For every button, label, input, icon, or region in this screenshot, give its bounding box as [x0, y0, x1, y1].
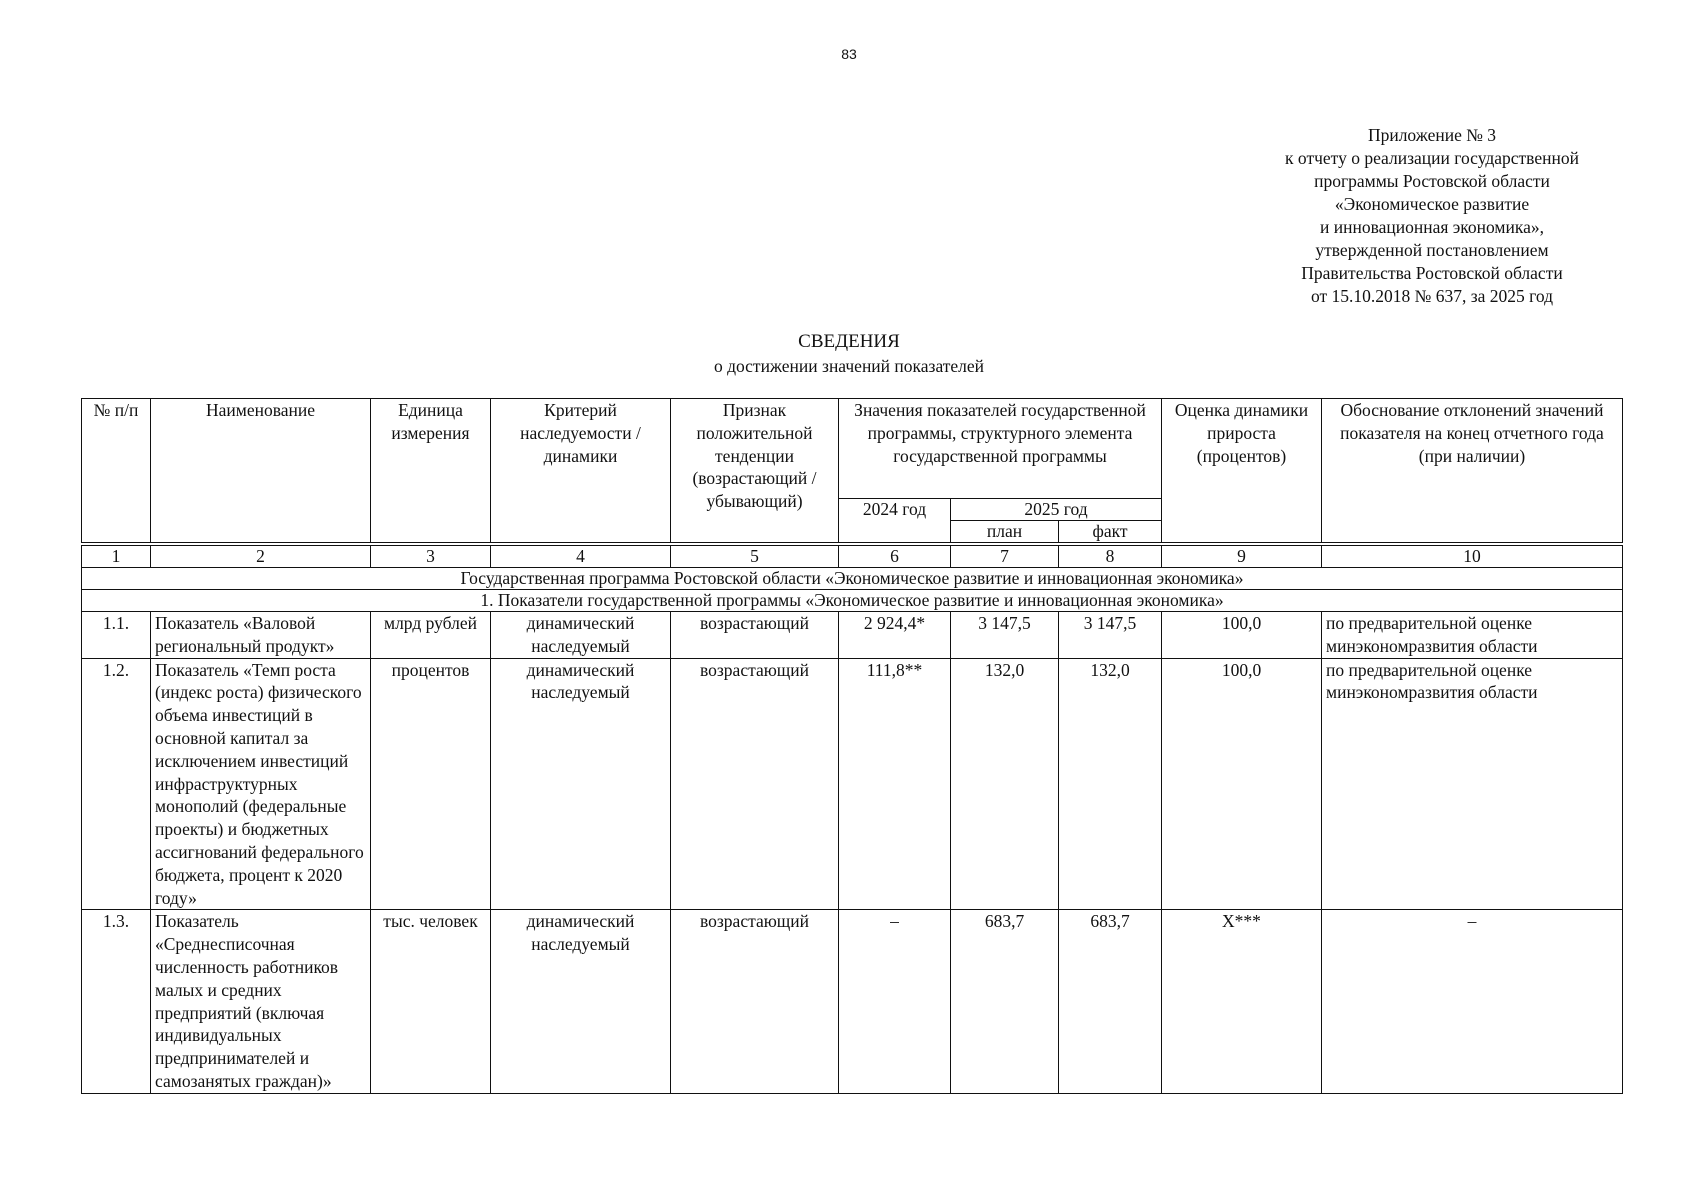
cell-plan: 132,0 [951, 658, 1059, 910]
column-numbers-row [82, 544, 1623, 568]
appendix-line: утвержденной постановлением [1315, 240, 1549, 260]
appendix-line: от 15.10.2018 № 637, за 2025 год [1310, 286, 1554, 306]
cell-growth: 100,0 [1162, 612, 1322, 659]
appendix-line: программы Ростовской области [1314, 171, 1550, 191]
table-row [82, 910, 1623, 1093]
header-unit: Единица измерения [371, 399, 491, 545]
cell-unit: процентов [371, 658, 491, 910]
column-number: 6 [839, 544, 951, 568]
document-title: СВЕДЕНИЯ [798, 331, 900, 352]
column-number: 1 [82, 544, 151, 568]
cell-trend: возрастающий [671, 658, 839, 910]
cell-value-2024: 2 924,4* [839, 612, 951, 659]
appendix-line: «Экономическое развитие [1334, 194, 1530, 214]
cell-criterion: динамический наследуемый [491, 910, 671, 1093]
cell-justification: по предварительной оценке минэкономразвития области [1322, 658, 1623, 910]
appendix-block [1262, 124, 1602, 308]
header-plan: план [951, 521, 1059, 545]
appendix-line: к отчету о реализации государственной [1285, 148, 1579, 168]
appendix-line: Правительства Ростовской области [1301, 263, 1563, 283]
cell-justification: по предварительной оценке минэкономразвития области [1322, 612, 1623, 659]
header-growth: Оценка динамики прироста (процентов) [1162, 399, 1322, 545]
header-values: Значения показателей государственной программы, структурного элемента государственной программы [839, 399, 1162, 499]
table-row [82, 612, 1623, 659]
header-justification: Обоснование отклонений значений показателя на конец отчетного года (при наличии) [1322, 399, 1623, 545]
cell-name: Показатель «Валовой региональный продукт» [151, 612, 371, 659]
column-number: 10 [1322, 544, 1623, 568]
section-indicators-title: 1. Показатели государственной программы «Экономическое развитие и инновационная экономика» [82, 590, 1623, 612]
header-name: Наименование [151, 399, 371, 545]
cell-num: 1.2. [82, 658, 151, 910]
cell-fact: 3 147,5 [1059, 612, 1162, 659]
cell-value-2024: – [839, 910, 951, 1093]
cell-num: 1.3. [82, 910, 151, 1093]
cell-name: Показатель «Темп роста (индекс роста) физического объема инвестиций в основной капитал за исключением инвестиций инфраструктурных монополий (федеральные проекты) и бюджетных ассигнований федерального бюджета, процент к 2020 году» [151, 658, 371, 910]
cell-plan: 3 147,5 [951, 612, 1059, 659]
cell-unit: млрд рублей [371, 612, 491, 659]
header-criterion: Критерий наследуемости / динамики [491, 399, 671, 545]
header-year-2024: 2024 год [839, 499, 951, 545]
page-number: 83 [841, 46, 857, 62]
table-row [82, 658, 1623, 910]
cell-unit: тыс. человек [371, 910, 491, 1093]
cell-growth: 100,0 [1162, 658, 1322, 910]
cell-plan: 683,7 [951, 910, 1059, 1093]
header-fact: факт [1059, 521, 1162, 545]
cell-trend: возрастающий [671, 612, 839, 659]
column-number: 4 [491, 544, 671, 568]
header-year-2025: 2025 год [951, 499, 1162, 521]
header-num: № п/п [82, 399, 151, 545]
cell-fact: 132,0 [1059, 658, 1162, 910]
section-program-title: Государственная программа Ростовской области «Экономическое развитие и инновационная экономика» [82, 568, 1623, 590]
cell-num: 1.1. [82, 612, 151, 659]
indicators-table [81, 398, 1623, 1094]
cell-criterion: динамический наследуемый [491, 612, 671, 659]
column-number: 7 [951, 544, 1059, 568]
document-subtitle: о достижении значений показателей [713, 356, 985, 376]
column-number: 5 [671, 544, 839, 568]
appendix-line: Приложение № 3 [1367, 125, 1497, 145]
column-number: 2 [151, 544, 371, 568]
header-trend: Признак положительной тенденции (возрастающий / убывающий) [671, 399, 839, 545]
column-number: 8 [1059, 544, 1162, 568]
cell-name: Показатель «Среднесписочная численность работников малых и средних предприятий (включая индивидуальных предпринимателей и самозанятых граждан)» [151, 910, 371, 1093]
cell-growth: Х*** [1162, 910, 1322, 1093]
section-row [82, 568, 1623, 590]
cell-fact: 683,7 [1059, 910, 1162, 1093]
section-row [82, 590, 1623, 612]
cell-value-2024: 111,8** [839, 658, 951, 910]
column-number: 3 [371, 544, 491, 568]
cell-criterion: динамический наследуемый [491, 658, 671, 910]
cell-justification: – [1322, 910, 1623, 1093]
cell-trend: возрастающий [671, 910, 839, 1093]
appendix-line: и инновационная экономика», [1319, 217, 1544, 237]
column-number: 9 [1162, 544, 1322, 568]
